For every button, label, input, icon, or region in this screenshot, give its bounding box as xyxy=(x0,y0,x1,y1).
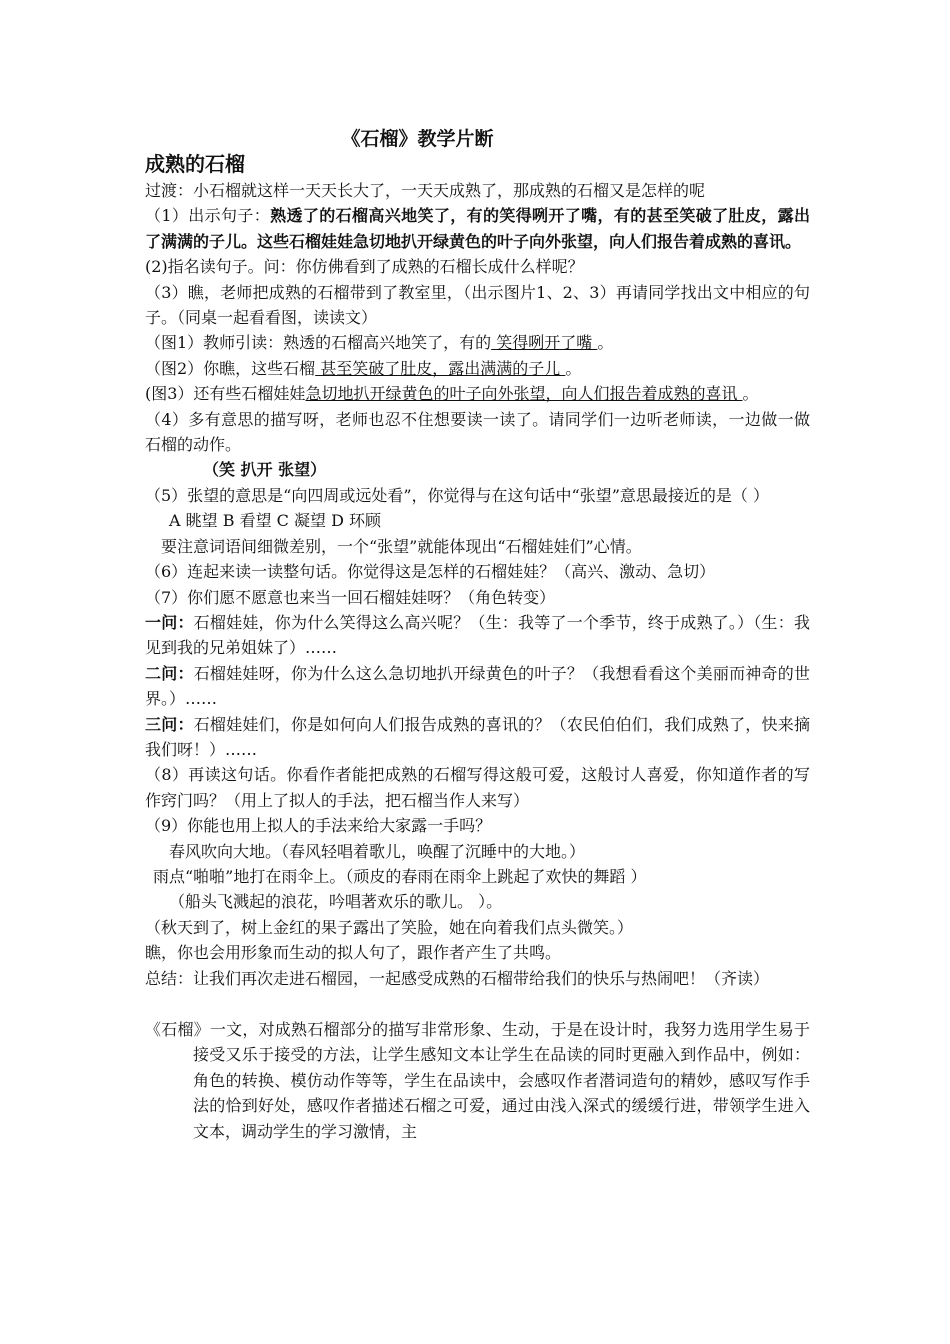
example-1: 春风吹向大地。（春风轻唱着歌儿，唤醒了沉睡中的大地。） xyxy=(169,841,586,861)
question-3: 三问：石榴娃娃们，你是如何向人们报告成熟的喜讯的？（农民伯伯们，我们成熟了，快来摘我们呀！）…… xyxy=(145,714,810,759)
document-page xyxy=(145,124,810,1144)
step-7-paragraph: （7）你们愿不愿意也来当一回石榴娃娃呀？（角色转变） xyxy=(145,587,556,607)
section-title: 成熟的石榴 xyxy=(145,152,245,176)
figure-3-line: (图3）还有些石榴娃娃急切地扒开绿黄色的叶子向外张望，向人们报告着成熟的喜讯 。 xyxy=(145,384,759,404)
note-line: 要注意词语间细微差别，一个“张望”就能体现出“石榴娃娃们”心情。 xyxy=(161,536,642,556)
step-9-paragraph: （9）你能也用上拟人的手法来给大家露一手吗？ xyxy=(145,816,492,836)
fill-blank-1: 笑得咧开了嘴 xyxy=(491,333,598,353)
reflection-paragraph: 《石榴》一文，对成熟石榴部分的描写非常形象、生动，于是在设计时，我努力选用学生易于接受又乐于接受的方法，让学生感知文本让学生在品读的同时更融入到作品中，例如：角色的转换、模仿动作等等，学生在品读中，会感叹作者潜词造句的精妙，感叹写作手法的恰到好处，感叹作者描述石榴之可爱，通过由浅入深式的缓缓行进，带领学生进入文本，调动学生的学习激情，主 xyxy=(145,1020,810,1141)
document-title: 《石榴》教学片断 xyxy=(341,128,494,150)
figure-1-line: （图1）教师引读：熟透的石榴高兴地笑了，有的 笑得咧开了嘴 。 xyxy=(145,333,614,353)
step-3-paragraph: （3）瞧，老师把成熟的石榴带到了教室里，（出示图片1、2、3）再请同学找出文中相应的句子。（同桌一起看看图，读读文） xyxy=(145,282,810,328)
step-1-paragraph: （1）出示句子：熟透了的石榴高兴地笑了，有的笑得咧开了嘴，有的甚至笑破了肚皮，露出了满满的子儿。这些石榴娃娃急切地扒开绿黄色的叶子向外张望，向人们报告着成熟的喜讯。 xyxy=(145,206,810,251)
quoted-sentence: 熟透了的石榴高兴地笑了，有的笑得咧开了嘴，有的甚至笑破了肚皮，露出了满满的子儿。这些石榴娃娃急切地扒开绿黄色的叶子向外张望，向人们报告着成熟的喜讯。 xyxy=(145,206,810,251)
choice-options: A 眺望 B 看望 C 凝望 D 环顾 xyxy=(169,511,381,531)
transition-paragraph: 过渡：小石榴就这样一天天长大了，一天天成熟了，那成熟的石榴又是怎样的呢 xyxy=(145,181,706,200)
praise-line: 瞧，你也会用形象而生动的拟人句了，跟作者产生了共鸣。 xyxy=(145,943,562,963)
step-5-paragraph: （5）张望的意思是“向四周或远处看”，你觉得与在这句话中“张望”意思最接近的是（ ） xyxy=(145,485,769,505)
step-6-paragraph: （6）连起来读一读整句话。你觉得这是怎样的石榴娃娃？（高兴、激动、急切） xyxy=(145,562,716,582)
example-2: 雨点“啪啪”地打在雨伞上。（顽皮的春雨在雨伞上跳起了欢快的舞蹈 ） xyxy=(153,866,647,886)
question-2: 二问：石榴娃娃呀，你为什么这么急切地扒开绿黄色的叶子？（我想看看这个美丽而神奇的世界。）…… xyxy=(145,663,810,709)
example-3: （船头飞溅起的浪花，吟唱著欢乐的歌儿。 ）。 xyxy=(169,892,503,912)
figure-2-line: （图2）你瞧，这些石榴 甚至笑破了肚皮，露出满满的子儿 。 xyxy=(145,358,582,378)
blank-line xyxy=(145,991,810,1017)
step-2-paragraph: (2)指名读句子。问：你仿佛看到了成熟的石榴长成什么样呢？ xyxy=(145,257,584,277)
question-1: 一问：石榴娃娃，你为什么笑得这么高兴呢？（生：我等了一个季节，终于成熟了。）（生：我见到我的兄弟姐妹了）…… xyxy=(145,612,810,658)
fill-blank-3: 急切地扒开绿黄色的叶子向外张望，向人们报告着成熟的喜讯 xyxy=(305,384,743,404)
step-4-paragraph: （4）多有意思的描写呀，老师也忍不住想要读一读了。请同学们一边听老师读，一边做一做石榴的动作。 xyxy=(145,409,810,455)
action-words: （笑 扒开 张望） xyxy=(203,460,327,480)
step-8-paragraph: （8）再读这句话。你看作者能把成熟的石榴写得这般可爱，这般讨人喜爱，你知道作者的写作窍门吗？（用上了拟人的手法，把石榴当作人来写） xyxy=(145,765,810,810)
summary-line: 总结：让我们再次走进石榴园，一起感受成熟的石榴带给我们的快乐与热闹吧！（齐读） xyxy=(145,968,770,988)
example-4: （秋天到了，树上金红的果子露出了笑脸，她在向着我们点头微笑。） xyxy=(145,917,634,937)
fill-blank-2: 甚至笑破了肚皮，露出满满的子儿 xyxy=(315,358,566,378)
